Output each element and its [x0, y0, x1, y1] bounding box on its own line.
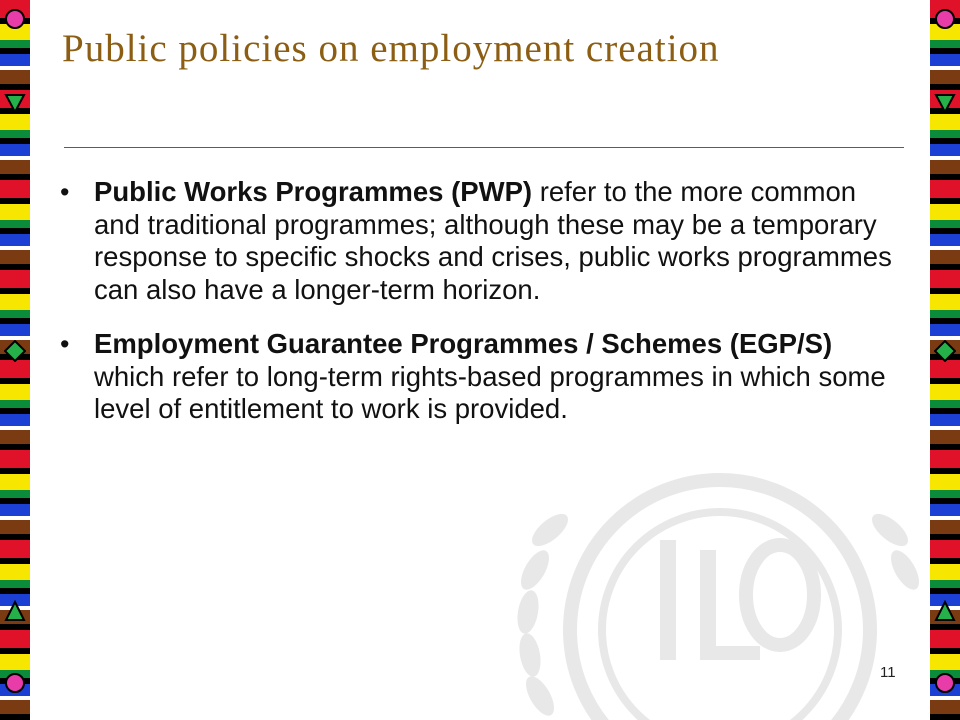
slide-title: Public policies on employment creation [62, 27, 720, 70]
left-pattern-border [0, 0, 30, 720]
diamond-icon [934, 340, 956, 362]
triangle-down-icon [4, 92, 26, 114]
bullet-item [58, 328, 898, 426]
bullet-item [58, 176, 898, 306]
pink-circle-icon [934, 672, 956, 694]
triangle-down-icon [934, 92, 956, 114]
title-divider [64, 147, 904, 148]
pink-circle-icon [934, 8, 956, 30]
bullet-term: Public Works Programmes (PWP) [94, 176, 533, 207]
bullet-list [58, 176, 898, 448]
triangle-up-icon [4, 600, 26, 622]
pink-circle-icon [4, 672, 26, 694]
bullet-dot-icon: • [60, 329, 70, 359]
right-pattern-border [930, 0, 960, 720]
bullet-text: refer to the more common and traditional programmes; although these may be a temporary response to specific shocks and crises, public works programmes can also have a longer-term horizon. [94, 176, 892, 305]
pink-circle-icon [4, 8, 26, 30]
diamond-icon [4, 340, 26, 362]
bullet-term: Employment Guarantee Programmes / Schemes (EGP/S) [94, 328, 833, 359]
triangle-up-icon [934, 600, 956, 622]
bullet-dot-icon: • [60, 177, 70, 207]
page-number: 11 [880, 664, 896, 681]
bullet-text: which refer to long-term rights-based programmes in which some level of entitlement to work is provided. [94, 360, 886, 424]
